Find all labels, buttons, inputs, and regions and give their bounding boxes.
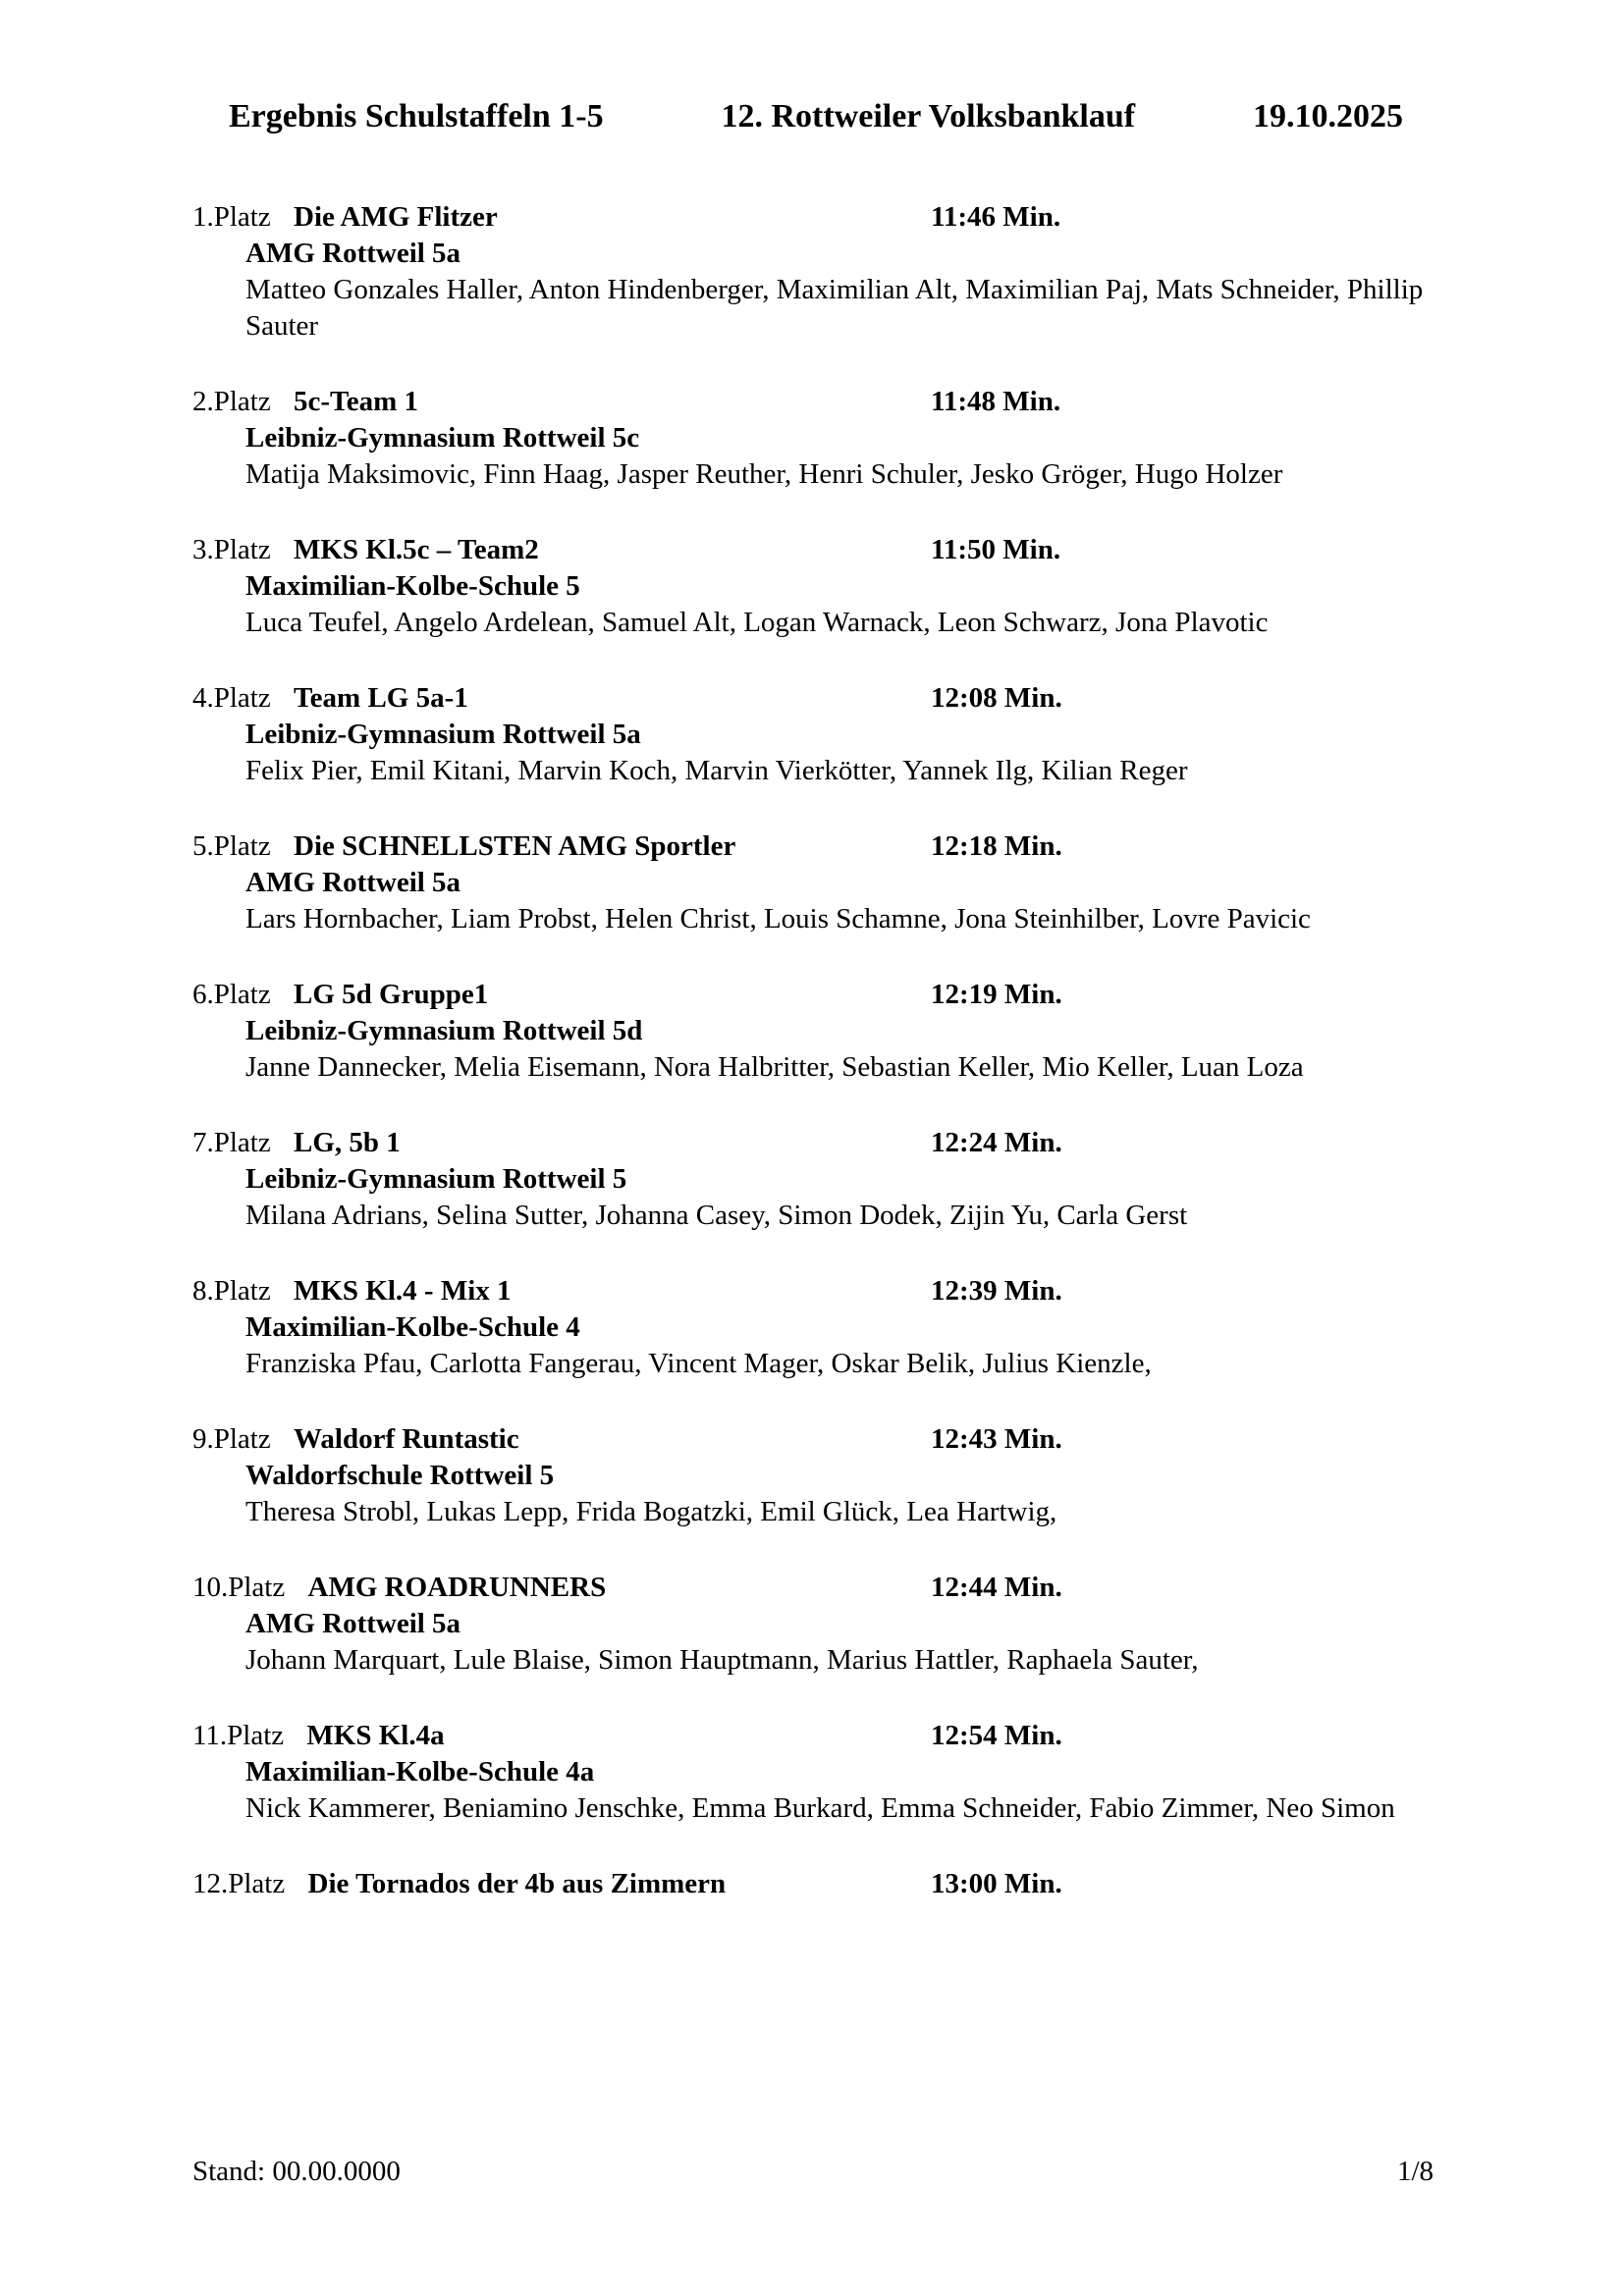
runners-list: Matteo Gonzales Haller, Anton Hindenberger, Maximilian Alt, Maximilian Paj, Mats Schneider, Phillip Sauter xyxy=(245,274,1424,342)
page-number: 1/8 xyxy=(1396,2156,1434,2187)
place-label: 8.Platz xyxy=(192,1275,271,1307)
school-name: AMG Rottweil 5a xyxy=(245,1608,461,1639)
school-name: Maximilian-Kolbe-Schule 4a xyxy=(245,1756,595,1788)
time-value: 12:43 Min. xyxy=(931,1423,1062,1455)
place-label: 2.Platz xyxy=(192,386,271,417)
entry-header xyxy=(192,1421,1439,1458)
entry-header xyxy=(192,1866,1439,1902)
time-value: 12:54 Min. xyxy=(931,1720,1062,1751)
runners-list: Luca Teufel, Angelo Ardelean, Samuel Alt, Logan Warnack, Leon Schwarz, Jona Plavotic xyxy=(245,607,1269,638)
time-value: 12:24 Min. xyxy=(931,1127,1062,1158)
runners-list: Lars Hornbacher, Liam Probst, Helen Christ, Louis Schamne, Jona Steinhilber, Lovre Pavicic xyxy=(245,903,1311,934)
result-entry xyxy=(192,199,1439,345)
team-name: Team LG 5a-1 xyxy=(294,682,468,714)
entry-header xyxy=(192,384,1439,420)
team-name: MKS Kl.5c – Team2 xyxy=(294,534,539,565)
team-name: 5c-Team 1 xyxy=(294,386,418,417)
team-name: MKS Kl.4a xyxy=(306,1720,445,1751)
team-name: Die AMG Flitzer xyxy=(294,201,498,233)
title-event-group: Ergebnis Schulstaffeln 1-5 xyxy=(229,98,604,134)
entry-header xyxy=(192,977,1439,1013)
stand-label: Stand: 00.00.0000 xyxy=(192,2156,401,2187)
entry-header xyxy=(192,680,1439,717)
school-name: Leibniz-Gymnasium Rottweil 5d xyxy=(245,1015,643,1046)
runners-list: Nick Kammerer, Beniamino Jenschke, Emma Burkard, Emma Schneider, Fabio Zimmer, Neo Simon xyxy=(245,1792,1395,1824)
school-name: Waldorfschule Rottweil 5 xyxy=(245,1460,555,1491)
result-entry xyxy=(192,1421,1439,1530)
result-entry xyxy=(192,384,1439,493)
time-value: 12:19 Min. xyxy=(931,979,1062,1010)
place-label: 6.Platz xyxy=(192,979,271,1010)
runners-list: Milana Adrians, Selina Sutter, Johanna Casey, Simon Dodek, Zijin Yu, Carla Gerst xyxy=(245,1200,1188,1231)
runners-list: Felix Pier, Emil Kitani, Marvin Koch, Marvin Vierkötter, Yannek Ilg, Kilian Reger xyxy=(245,755,1188,786)
team-name: LG 5d Gruppe1 xyxy=(294,979,489,1010)
result-entry xyxy=(192,1570,1439,1679)
place-label: 3.Platz xyxy=(192,534,271,565)
time-value: 11:46 Min. xyxy=(931,201,1061,233)
place-label: 12.Platz xyxy=(192,1868,286,1899)
entry-header xyxy=(192,532,1439,568)
time-value: 13:00 Min. xyxy=(931,1868,1062,1899)
time-value: 11:48 Min. xyxy=(931,386,1061,417)
team-name: Waldorf Runtastic xyxy=(294,1423,519,1455)
place-label: 5.Platz xyxy=(192,830,271,862)
time-value: 12:18 Min. xyxy=(931,830,1062,862)
result-entry xyxy=(192,532,1439,641)
title-event-date: 19.10.2025 xyxy=(1253,98,1403,134)
team-name: MKS Kl.4 - Mix 1 xyxy=(294,1275,512,1307)
place-label: 4.Platz xyxy=(192,682,271,714)
school-name: Leibniz-Gymnasium Rottweil 5 xyxy=(245,1163,627,1195)
team-name: LG, 5b 1 xyxy=(294,1127,401,1158)
time-value: 12:44 Min. xyxy=(931,1572,1062,1603)
school-name: Leibniz-Gymnasium Rottweil 5a xyxy=(245,719,641,750)
result-entry xyxy=(192,1273,1439,1382)
result-entry xyxy=(192,1718,1439,1827)
entry-header xyxy=(192,1273,1439,1309)
page-footer xyxy=(192,2156,1434,2188)
time-value: 12:39 Min. xyxy=(931,1275,1062,1307)
runners-list: Matija Maksimovic, Finn Haag, Jasper Reuther, Henri Schuler, Jesko Gröger, Hugo Holzer xyxy=(245,458,1283,490)
page-title xyxy=(229,98,1403,135)
entry-header xyxy=(192,199,1439,236)
entry-header xyxy=(192,1570,1439,1606)
result-entry xyxy=(192,680,1439,789)
place-label: 9.Platz xyxy=(192,1423,271,1455)
team-name: Die SCHNELLSTEN AMG Sportler xyxy=(294,830,736,862)
title-event-name: 12. Rottweiler Volksbanklauf xyxy=(721,98,1136,134)
team-name: AMG ROADRUNNERS xyxy=(307,1572,607,1603)
school-name: Maximilian-Kolbe-Schule 5 xyxy=(245,570,580,602)
school-name: Maximilian-Kolbe-Schule 4 xyxy=(245,1311,580,1343)
school-name: AMG Rottweil 5a xyxy=(245,238,461,269)
entry-header xyxy=(192,828,1439,865)
place-label: 7.Platz xyxy=(192,1127,271,1158)
result-entry xyxy=(192,977,1439,1086)
school-name: Leibniz-Gymnasium Rottweil 5c xyxy=(245,422,640,454)
place-label: 10.Platz xyxy=(192,1572,286,1603)
runners-list: Johann Marquart, Lule Blaise, Simon Hauptmann, Marius Hattler, Raphaela Sauter, xyxy=(245,1644,1199,1676)
result-entry xyxy=(192,1866,1439,1902)
runners-list: Janne Dannecker, Melia Eisemann, Nora Halbritter, Sebastian Keller, Mio Keller, Luan Loza xyxy=(245,1051,1304,1083)
place-label: 1.Platz xyxy=(192,201,271,233)
results-list xyxy=(192,199,1439,1942)
runners-list: Theresa Strobl, Lukas Lepp, Frida Bogatzki, Emil Glück, Lea Hartwig, xyxy=(245,1496,1057,1527)
team-name: Die Tornados der 4b aus Zimmern xyxy=(307,1868,727,1899)
time-value: 11:50 Min. xyxy=(931,534,1061,565)
entry-header xyxy=(192,1718,1439,1754)
entry-header xyxy=(192,1125,1439,1161)
result-entry xyxy=(192,1125,1439,1234)
time-value: 12:08 Min. xyxy=(931,682,1062,714)
result-entry xyxy=(192,828,1439,937)
runners-list: Franziska Pfau, Carlotta Fangerau, Vincent Mager, Oskar Belik, Julius Kienzle, xyxy=(245,1348,1152,1379)
school-name: AMG Rottweil 5a xyxy=(245,867,461,898)
place-label: 11.Platz xyxy=(192,1720,285,1751)
